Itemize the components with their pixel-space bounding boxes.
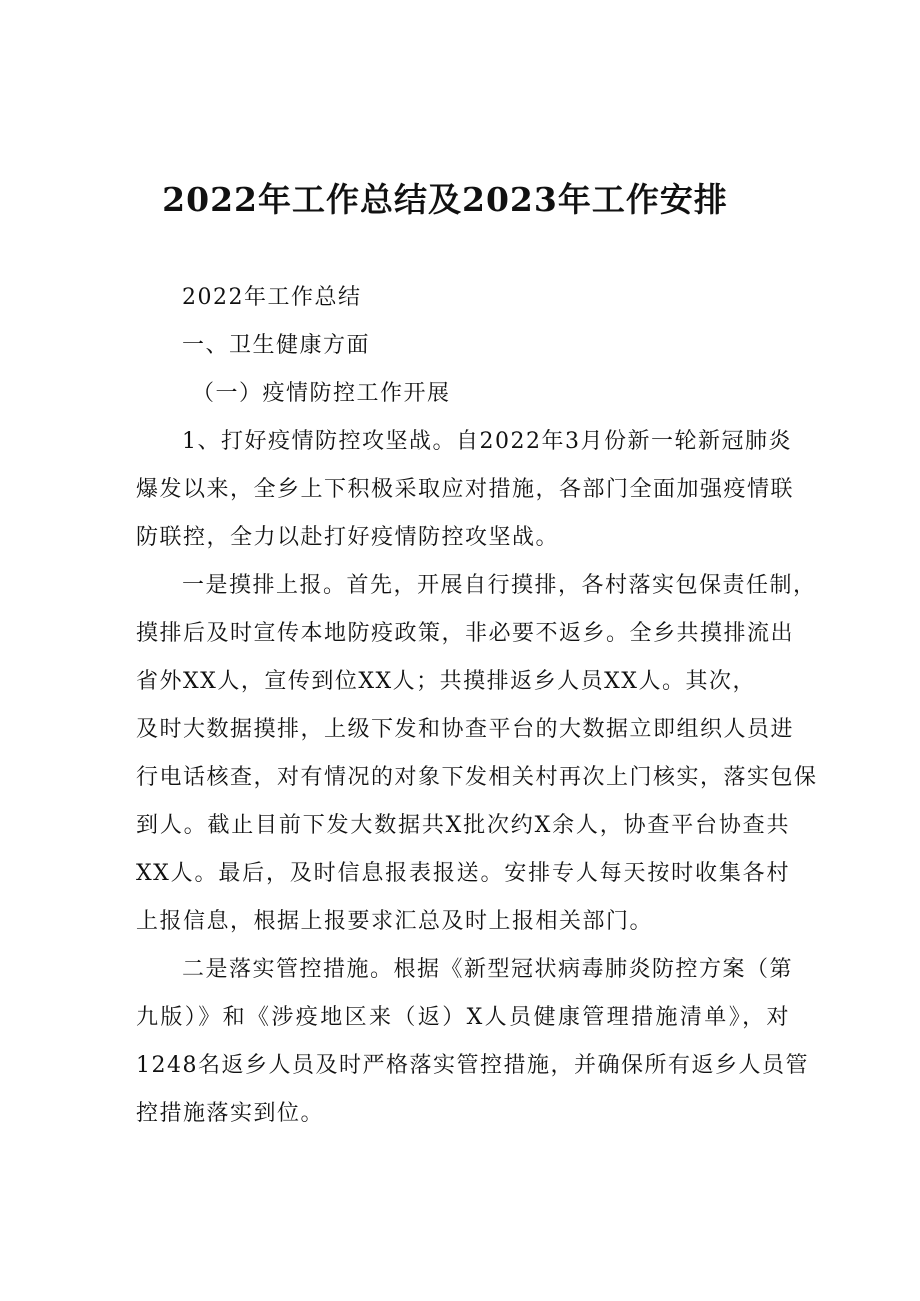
subsection-heading-epidemic-control: （一）疫情防控工作开展 (192, 381, 451, 406)
paragraph-line: 爆发以来，全乡上下积极采取应对措施，各部门全面加强疫情联 (136, 477, 795, 502)
section-heading-2022-summary: 2022年工作总结 (182, 285, 362, 310)
paragraph-line: 控措施落实到位。 (136, 1101, 325, 1126)
document-title: 2022年工作总结及2023年工作安排 (162, 180, 728, 219)
paragraph-line: 防联控，全力以赴打好疫情防控攻坚战。 (136, 525, 560, 550)
paragraph-line: 二是落实管控措施。根据《新型冠状病毒肺炎防控方案（第 (182, 957, 794, 982)
paragraph-line: 1248名返乡人员及时严格落实管控措施，并确保所有返乡人员管 (136, 1053, 809, 1078)
paragraph-line: 摸排后及时宣传本地防疫政策，非必要不返乡。全乡共摸排流出 (136, 621, 795, 646)
paragraph-line: 省外XX人，宣传到位XX人；共摸排返乡人员XX人。其次， (136, 669, 756, 694)
document-body (136, 274, 818, 1138)
section-heading-health: 一、卫生健康方面 (182, 333, 371, 358)
paragraph-line: 1、打好疫情防控攻坚战。自2022年3月份新一轮新冠肺炎 (182, 429, 792, 454)
paragraph-line: 一是摸排上报。首先，开展自行摸排，各村落实包保责任制， (182, 573, 817, 598)
paragraph-line: 及时大数据摸排，上级下发和协查平台的大数据立即组织人员进 (136, 717, 795, 742)
paragraph-line: 上报信息，根据上报要求汇总及时上报相关部门。 (136, 909, 654, 934)
paragraph-line: 行电话核查，对有情况的对象下发相关村再次上门核实，落实包保 (136, 765, 818, 790)
paragraph-line: 到人。截止目前下发大数据共X批次约X余人，协查平台协查共 (136, 813, 790, 838)
paragraph-line: 九版）》和《涉疫地区来（返）X人员健康管理措施清单》，对 (136, 1005, 790, 1030)
paragraph-line: XX人。最后，及时信息报表报送。安排专人每天按时收集各村 (136, 861, 790, 886)
